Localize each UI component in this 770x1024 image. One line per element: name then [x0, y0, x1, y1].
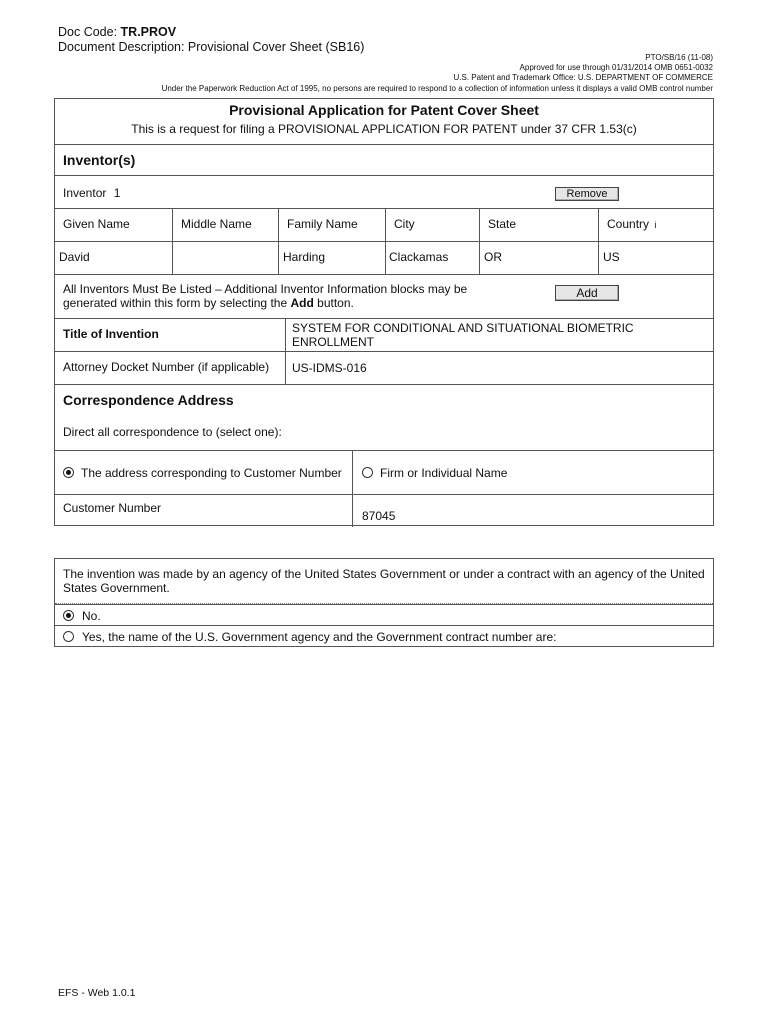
government-box [54, 558, 714, 647]
title-of-invention-label: Title of Invention [63, 327, 159, 341]
doc-code: Doc Code: TR.PROV [58, 25, 177, 39]
state-field[interactable]: OR [479, 242, 598, 274]
government-no-radio[interactable] [63, 610, 74, 621]
middle-name-field[interactable] [172, 242, 278, 274]
footer-version: EFS - Web 1.0.1 [58, 987, 136, 999]
government-question-row [55, 559, 713, 604]
form-subtitle: This is a request for filing a PROVISIONAL APPLICATION FOR PATENT under 37 CFR 1.53(c) [131, 122, 637, 136]
paperwork-notice: Under the Paperwork Reduction Act of 1995, no persons are required to respond to a collection of information unless it displays a valid OMB control number [161, 83, 713, 93]
docket-number-label: Attorney Docket Number (if applicable) [63, 360, 270, 374]
column-middle-name: Middle Name [172, 209, 278, 241]
omb-approval: Approved for use through 01/31/2014 OMB 0651-0032 [519, 63, 713, 73]
column-given-name: Given Name [63, 217, 130, 231]
customer-number-option-label[interactable]: The address corresponding to Customer Number [81, 466, 342, 480]
customer-number-radio[interactable] [63, 467, 74, 478]
title-of-invention-row [55, 318, 713, 351]
doc-code-value: TR.PROV [120, 25, 177, 39]
docket-number-row [55, 351, 713, 384]
government-yes-radio[interactable] [63, 631, 74, 642]
column-country: Country i [598, 209, 713, 241]
country-info-marker: i [654, 220, 657, 230]
government-no-row [55, 604, 713, 625]
family-name-field[interactable]: Harding [278, 242, 385, 274]
customer-number-label: Customer Number [63, 501, 162, 515]
correspondence-options-row [55, 450, 713, 494]
customer-number-row [55, 494, 713, 527]
column-state: State [479, 209, 598, 241]
government-question: The invention was made by an agency of the United States Government or under a contract with an agency of the United States Government. [63, 567, 705, 595]
omb-notice [162, 53, 713, 94]
inventor-number-row [55, 175, 713, 208]
inventor-number: 1 [113, 186, 121, 200]
given-name-field[interactable]: David [59, 250, 90, 264]
inventor-note: All Inventors Must Be Listed – Additional Inventor Information blocks may be generated within this form by selecting the Add button. [63, 282, 468, 310]
inventor-label: Inventor 1 [63, 186, 121, 200]
column-city: City [385, 209, 479, 241]
government-yes-label[interactable]: Yes, the name of the U.S. Government agency and the Government contract number are: [82, 630, 557, 644]
main-form [54, 98, 714, 526]
omb-office: U.S. Patent and Trademark Office: U.S. DEPARTMENT OF COMMERCE [453, 73, 713, 83]
form-id: PTO/SB/16 (11-08) [645, 53, 713, 62]
country-field[interactable]: US [598, 242, 713, 274]
title-of-invention-field[interactable]: SYSTEM FOR CONDITIONAL AND SITUATIONAL BIOMETRIC ENROLLMENT [285, 319, 713, 351]
firm-individual-radio[interactable] [362, 467, 373, 478]
customer-number-field[interactable]: 87045 [352, 495, 713, 527]
doc-description: Document Description: Provisional Cover Sheet (SB16) [58, 40, 365, 54]
remove-button[interactable]: Remove [555, 187, 619, 201]
correspondence-section-row [55, 384, 713, 450]
docket-number-field[interactable]: US-IDMS-016 [285, 352, 713, 384]
form-title-row [55, 99, 713, 144]
inventor-note-row [55, 274, 713, 318]
add-inventor-button[interactable]: Add [555, 285, 619, 301]
inventor-columns-row [55, 208, 713, 241]
column-family-name: Family Name [278, 209, 385, 241]
firm-individual-option-label[interactable]: Firm or Individual Name [380, 466, 508, 480]
inventors-section-row [55, 144, 713, 175]
doc-header [58, 25, 364, 55]
inventor-values-row [55, 241, 713, 274]
correspondence-section-title: Correspondence Address [63, 392, 234, 408]
city-field[interactable]: Clackamas [385, 242, 479, 274]
government-yes-row [55, 625, 713, 647]
inventors-section-title: Inventor(s) [63, 152, 136, 168]
correspondence-direct-label: Direct all correspondence to (select one): [63, 425, 282, 439]
government-no-label[interactable]: No. [82, 609, 101, 623]
form-title: Provisional Application for Patent Cover Sheet [229, 102, 539, 118]
